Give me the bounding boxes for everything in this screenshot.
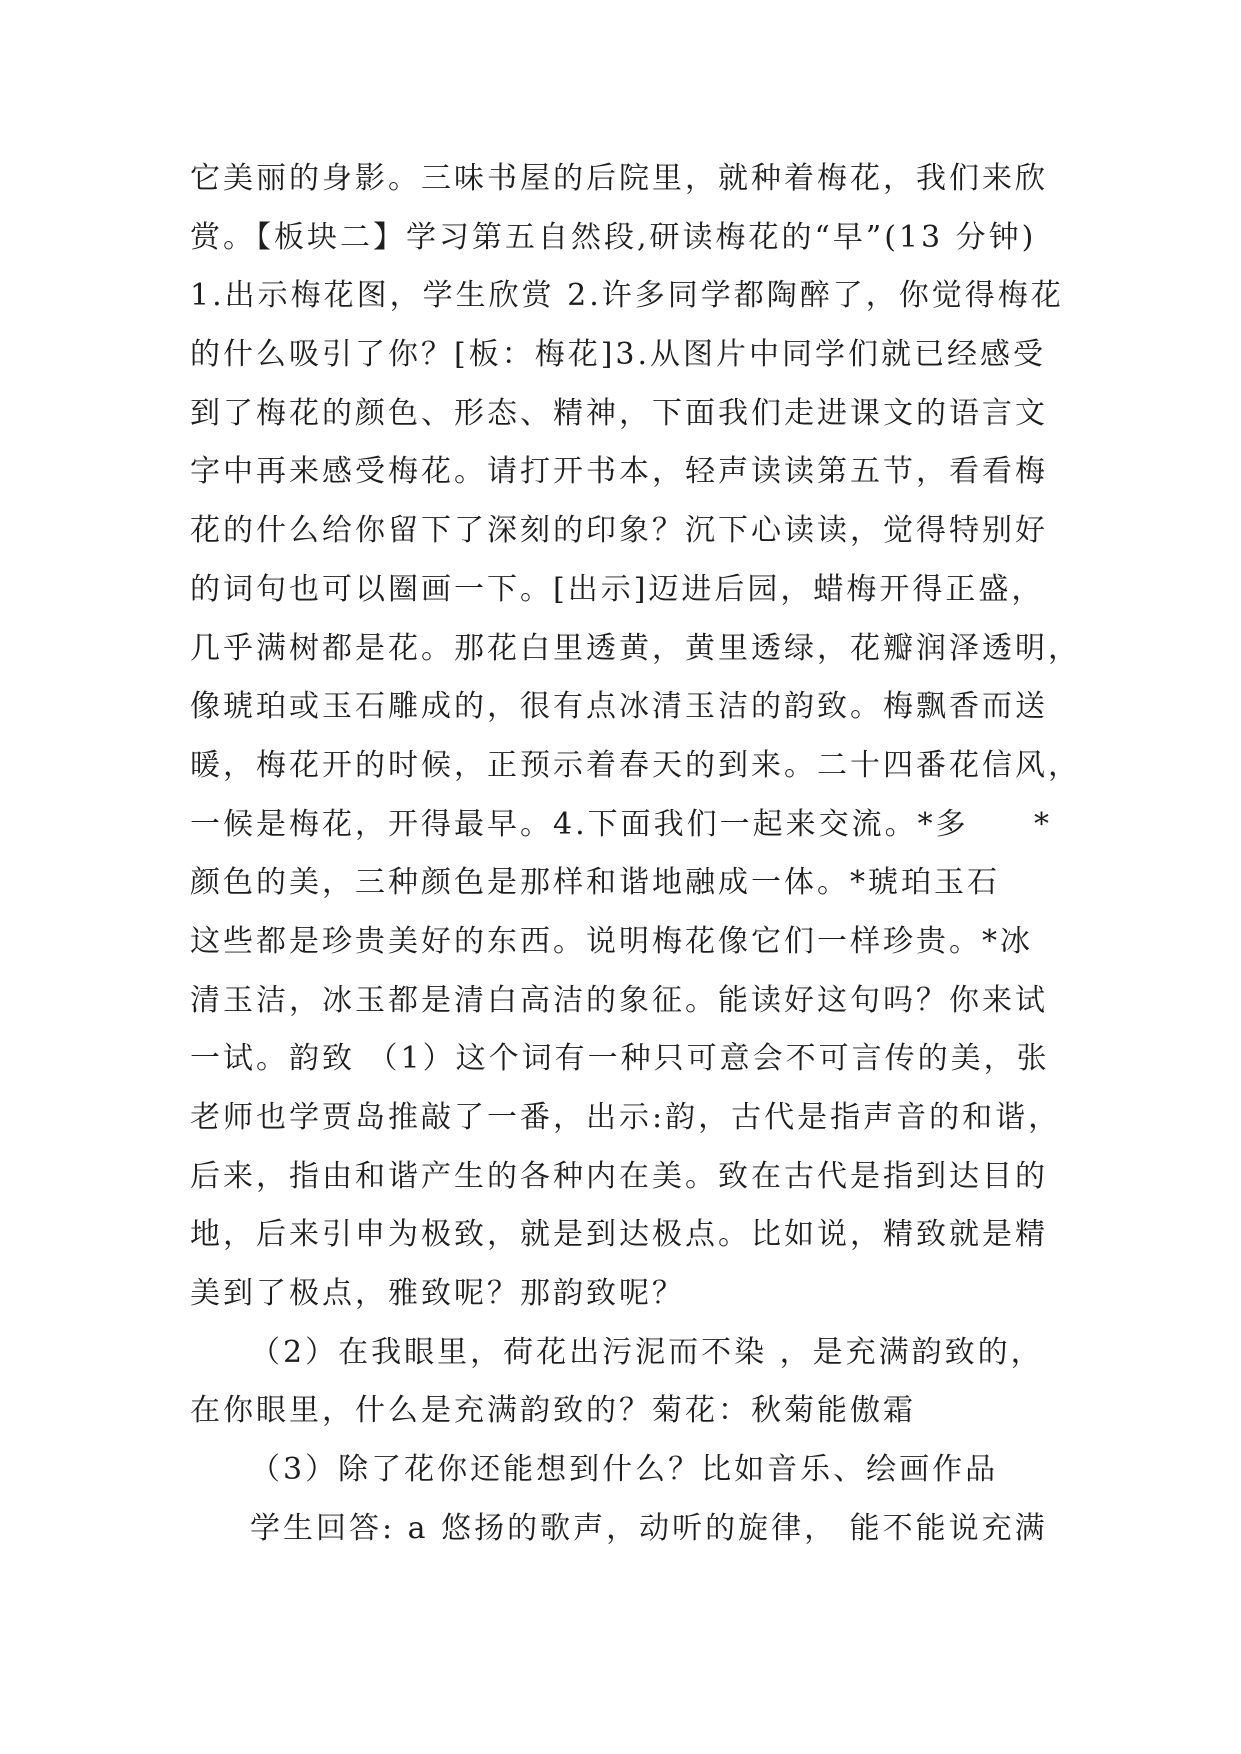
text-line-content: 一候是梅花，开得最早。4.下面我们一起来交流。*多 [190,806,969,842]
text-line: 后来，指由和谐产生的各种内在美。致在古代是指到达目的 [190,1158,1048,1194]
asterisk-marker: * [1034,806,1052,842]
text-line [190,796,1052,855]
text-line: 学生回答: a 悠扬的歌声，动听的旋律， 能不能说充满 [250,1510,1048,1546]
text-line: 美到了极点，雅致呢？那韵致呢？ [190,1276,685,1312]
text-line: 到了梅花的颜色、形态、精神，下面我们走进课文的语言文 [190,395,1048,431]
text-line: 地，后来引申为极致，就是到达极点。比如说，精致就是精 [190,1217,1048,1253]
text-line: 字中再来感受梅花。请打开书本，轻声读读第五节，看看梅 [190,454,1048,490]
text-line: 像琥珀或玉石雕成的，很有点冰清玉洁的韵致。梅飘香而送 [190,689,1048,725]
text-line: 1.出示梅花图，学生欣赏 2.许多同学都陶醉了，你觉得梅花 [190,278,1064,314]
text-line: （3）除了花你还能想到什么？比如音乐、绘画作品 [250,1452,999,1488]
text-line: 一试。韵致 （1）这个词有一种只可意会不可言传的美，张 [190,1041,1050,1077]
text-line: 的词句也可以圈画一下。[出示]迈进后园，蜡梅开得正盛， [190,571,1045,607]
text-line: 它美丽的身影。三味书屋的后院里，就种着梅花，我们来欣 [190,161,1048,196]
text-line: 清玉洁，冰玉都是清白高洁的象征。能读好这句吗？你来试 [190,982,1048,1018]
text-line: 这些都是珍贵美好的东西。说明梅花像它们一样珍贵。*冰 [190,923,1033,959]
body-text [190,150,1081,1559]
text-line: 赏。【板块二】学习第五自然段,研读梅花的“早”(13 分钟) [190,219,1037,255]
text-line: 老师也学贾岛推敲了一番，出示:韵，古代是指声音的和谐， [190,1100,1062,1135]
text-line: （2）在我眼里，荷花出污泥而不染 ，是充满韵致的， [250,1334,1044,1370]
text-line: 的什么吸引了你？[板：梅花]3.从图片中同学们就已经感受 [190,337,1047,373]
text-line: 暖，梅花开的时候，正预示着春天的到来。二十四番花信风， [190,747,1081,783]
text-line: 几乎满树都是花。那花白里透黄，黄里透绿，花瓣润泽透明， [190,630,1081,666]
text-line: 在你眼里，什么是充满韵致的？菊花：秋菊能傲霜 [190,1393,916,1429]
text-line: 颜色的美，三种颜色是那样和谐地融成一体。*琥珀玉石 [190,865,1000,901]
text-line: 花的什么给你留下了深刻的印象？沉下心读读，觉得特别好 [190,513,1048,549]
